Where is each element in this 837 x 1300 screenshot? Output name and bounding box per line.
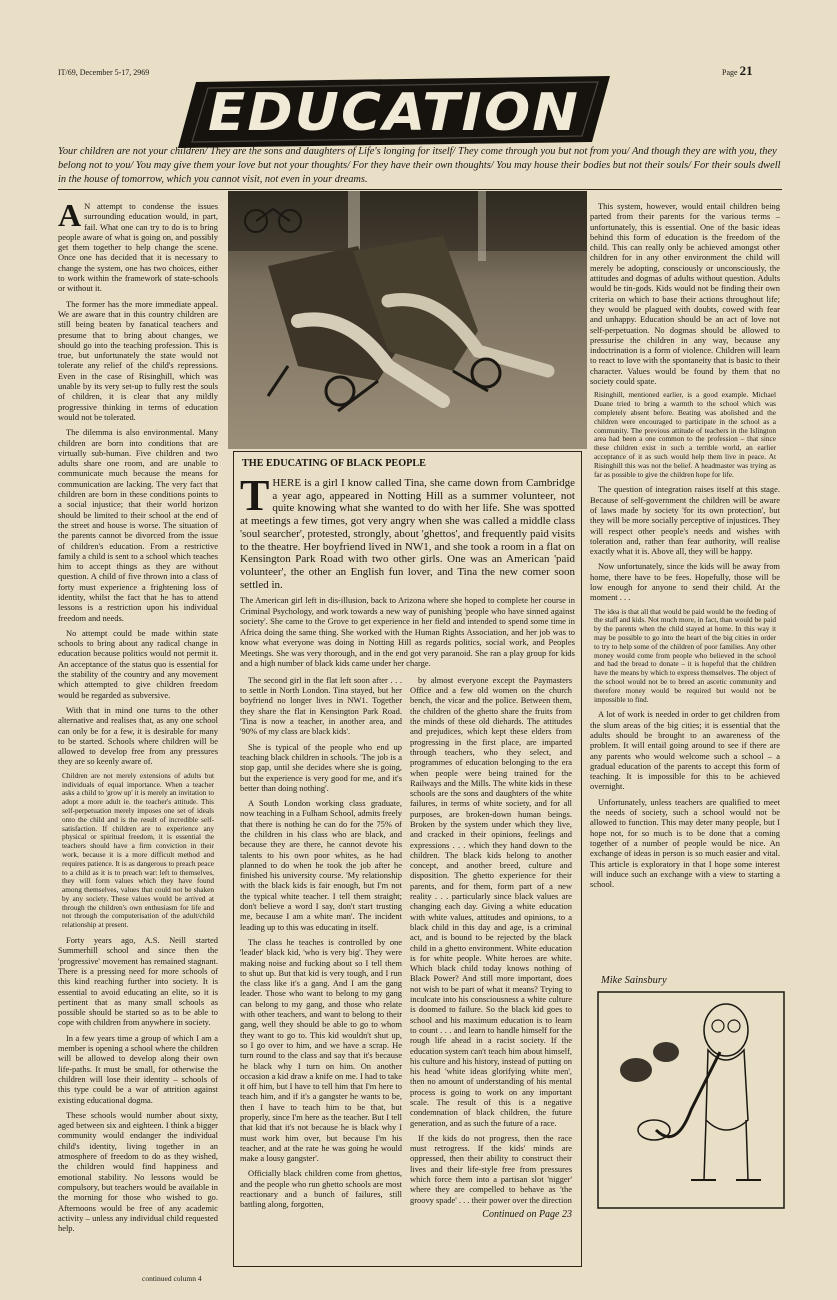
black-people-article-box xyxy=(233,451,582,1267)
box-left-3: The class he teaches is controlled by one 'leader' black kid, 'who is very big'. They were making noise and fucking about so I tell them to shut up. But that kid is very tough, and I run the class like it's a gang. And I am the gang leader. Those who want to belong to my gang can belong to my gang, and those who relate with other teachers, and want to belong to their gang, well they should be able to go to whom they want to go to. This kid wouldn't shut up, so I go over to him, and we have a scrap. He turn round to the class and say that it's because he black why I turn on him. On another occasion a kid draw a knife on me. I had to take it off him, but I have to tell him that I'm here to teach him, and if it's a gangster he wants to be, then I have to teach him to be that, but properly, since I'm here as the teacher. But I tell that kid that it's not because he is black why I must work him over, but because I'm his teacher, and at the rate he was going he would make a lousy gangster'. xyxy=(240,936,402,1164)
c3-para-0: This system, however, would entail children being parted from their parents for the various terms – unfortunately, this is essential. One of the basic ideas behind this form of education is the freedom of the child. This can really only be achieved amongst other children for in any other environment the child will merely be adopting, consciously or unconsciously, the attitudes and dogmas of adults without question. Adults would be tin-gods. Kids would not be finding their own criteria on which to base their actions throughout life; they would be plagued with doubts, cowed with fear and unhappy. Education should be an act of love not self-perpetuation. No dogmas should be allowed to pressurise the children in any way, because any indoctrination is a form of violence. Children will learn to react to love with the spontaneity that is basic to their character. Values would be found by them that no society could spate. xyxy=(590,201,780,387)
box-left-0: The second girl in the flat left soon after . . . to settle in North London. Tina stayed, but her boyfriend no longer lives in NW1. Together they share the flat in Kensington Park Road. 'Tina is now a teacher, in another area, and '90% of my class are black kids'. xyxy=(240,674,402,737)
column-one xyxy=(58,201,218,1286)
box-intro: The American girl left in dis-illusion, back to Arizona where she hoped to complete her course in Criminal Psychology, and work towards a new way of punishing 'people who have sinned against society'. She came to the Grove to get experience in her field and intended to spend some time in Africa doing the same thing. She worked with the Human Rights Association, and her job was to know what everyone was doing in Notting Hill as regards politics, social work, and Peoples Meetings. She was very thorough, and in the end got very paranoid. She ran a play group for kids and a high number of black kids came under her charge. xyxy=(240,595,575,669)
column-three xyxy=(590,201,780,1101)
c3-note-1: Risinghill, mentioned earlier, is a good example. Michael Duane tried to bring a warmth to the school which was completely absent before. Beating was abolished and the children were encouraged to participate in the school as a community. The previous attitude of teachers in the Islington area had been a one common to the profession – that since these children exist in such a terrible world, an earlier acceptance of it as such would help them live in peace. At Risinghill this was not the belief. A headmaster was trying as far as possible to give the children hope for life. xyxy=(594,390,776,479)
c1-note: Children are not merely extensions of adults but individuals of equal importance. When a teacher asks a child to 'grow up' it is merely an invitation to adopt a more adult ie. the teacher's attitude. This self-perpetuation merely imposes one set of ideals onto the child and is the result of incredible self-satisfaction. If children are to experience any physical or spiritual freedom, it is essential the teachers should have a firm conviction in their work, because it is a more difficult method and requires patience. It is as dangerous to preach peace to a child as it is to preach war: left to themselves, they will form values which they have found among themselves, values that could not be shaken by any society. These values would be arrived at through the children's own enthusiasm for life and not through the computerisation of the adult/child relationship at present. xyxy=(62,770,214,930)
box-lead-text: HERE is a girl I know called Tina, she came down from Cambridge a year ago, appeared in Notting Hill as a summer volunteer, not quite knowing what she wanted to do with her life. She was spotted at meetings a few times, got very angry when she was called a middle class 'soul searcher', protested, strongly, about 'ghettos', and frequently paid visits to the theatre. Her boyfriend lived in NW1, and she took a room in a flat on Kensington Park Road with two other girls. One was an American 'paid volunteer', the other an English fun lover, and Tina the new comer soon settled in. xyxy=(240,477,575,591)
c1-para-6: In a few years time a group of which I am a member is opening a school where the children will be allowed to develop along their own life-paths. It must be small, for otherwise the children will lose their identity – schools of this type could be a war of attrition against existing educational dogma. xyxy=(58,1032,218,1105)
box-left-4: Officially black children come from ghettos, and the people who run ghetto schools are most reactionary and a bunch of failures, still battling along, forgotten, xyxy=(240,1168,402,1210)
c1-para-7: These schools would number about sixty, aged between six and eighteen. I think a bigger community would endanger the individual child's identity, living together in an atmosphere of freedom to do as they wished, the children would find happiness and emotional stability. No lessons would be compulsory, but teachers would be available in the morning for those who wished to go. Afternoons would be free of any academic activity – unless any individual child requested help. xyxy=(58,1109,218,1234)
page-number-value: 21 xyxy=(739,63,753,78)
box-title: THE EDUCATING OF BLACK PEOPLE xyxy=(242,458,426,469)
c1-para-2: The dilemma is also environmental. Many children are born into conditions that are virtually sub-human. Five children and two adults share one room, and are unable to communicate much because the means for communication are lacking. The very fact that children are born in these conditions points to a social injustice; that their world horizon should be limited to their school at the end of the street and house is worse. The situation of the parents cannot be divorced from the issue of children's education. From a restrictive family a child is sent to a school which teaches him to accept things as they are without question. A child of five thrown into a class of forty must experience a frightening loss of identity, whilst the fact that he has to attend lessons is a restriction upon his individual freedom and needs. xyxy=(58,427,218,623)
author-signature: Mike Sainsbury xyxy=(601,975,667,986)
box-dropcap: T xyxy=(240,471,270,520)
c1-para-0 xyxy=(58,201,218,294)
c3-para-1: The question of integration raises itself at this stage. Because of self-government the children will be aware of laws made by society 'for its own protection', but they will be more socially perceptive of injustices. They will respect other people's needs and wishes with toleration and, rather than fear authority, will realise exactly what it is. Above all, they will be happy. xyxy=(590,484,780,557)
c3-para-3: A lot of work is needed in order to get children from the slum areas of the big cities; it is essential that the adults should be brought to an awareness of the problem. It will entail going around to see if there are any parents who would welcome such a school – a gradual education of the parents to accept this form of teaching. It is impossible for this to be achieved overnight. xyxy=(590,709,780,792)
c1-para-3: No attempt could be made within state schools to bring about any radical change in education because politics would not permit it. An acceptance of the status quo is essential for the stability of the country and any movement which attempted to give children freedom would be regarded as subversive. xyxy=(58,627,218,700)
continued-column-4: continued column 4 xyxy=(142,1274,202,1283)
page-label: Page xyxy=(722,68,738,77)
photo-children-in-wheelbarrows xyxy=(228,191,587,449)
c1-text-0: N attempt to condense the issues surrounding education would, in part, fail. What one can try to do is to bring people aware of what is going on, and possibly get them together to help change the scene. Once one has decided that it is necessary to change the system, one has two choices, either to work within the framework of state-schools or without it. xyxy=(58,201,218,294)
box-right-column xyxy=(410,675,572,1220)
issue-line: IT/69, December 5-17, 2969 xyxy=(58,68,150,77)
box-right-0: by almost everyone except the Paymasters Office and a few old women on the church bench, the vicar and the police. Between them, the children of the ghetto share the fruits from the minds of these old diehards. The attitudes and prejudices, which kept these elders from progressing in the first place, are imparted through teachers, who they select, and programmes of education belonging to the era when people were being trained for the Railways and the Mills. The white kids in these schools are the sons and daughters of the white failures, in terms of white society, and for all purposes, are broken-down human beings. Broken by the system under which they live, and cracked in their opinions, feelings and expressions . . . which they hand down to the children. The black kids belong to another concept, and another breed, culture and disposition. The ghetto experience for their parents, and for them, form part of a new reality . . . particularly since black values are changing each day. Giving a white education with white values, attitudes and opinions, to a black child in this day and age, is a criminal act, and is bound to be rejected by the black child in a ghetto environment. White education is for white people. White heroes are white. Which black child today knows nothing of Black Power? And still more important, does not wish to be part of what it means? Trying to inculcate into his consciousness a white culture is doomed to failure. So the black kid goes to school and his maximum education is to learn to count . . . and learn to handle himself for the rough life ahead in a racist society. If the education system can't teach him about himself, his culture and his history, instead of putting on his head 'white ideas glorifying white men', then no amount of understanding of his mental process is going to work on any important scale. The result of this is a negative condemnation of black children, the future generation, and as such the future of a race. xyxy=(410,674,572,1128)
box-right-1: If the kids do not progress, then the race must retrogress. If the kids' minds are oppressed, then their ability to construct their lives and their life-style free from pressures which force them into a partisan slot 'nigger' where they are compelled to behave as 'the groovy spade' . . . their power over the direction xyxy=(410,1132,572,1205)
box-left-column xyxy=(240,675,402,1220)
page-number xyxy=(722,63,753,79)
c3-para-2: Now unfortunately, since the kids will be away from home, there have to be fees. Hopefully, those will be low enough for anyone to send their child. At the moment . . . xyxy=(590,561,780,603)
box-left-1: She is typical of the people who end up teaching black children in schools. 'The job is a stop gap, until she decides where she is going, but the experience is very good for me, and it's better than doing nothing'. xyxy=(240,741,402,793)
c3-note-2: The idea is that all that would be paid would be the feeding of the staff and kids. Not much more, in fact, than would be paid by the parents when the child stayed at home. In this way it may be possible to go into the heart of the big cities in order to try to help some of the children of poor families. Any other money would come from people who believed in the school and had the bread to donate – it is hopeful that the children have the means by which to express themselves. The object of the school would not be to breed an ascetic community and therefore money would be required but would not be impossible to find. xyxy=(594,606,776,704)
continued-on-page-23: Continued on Page 23 xyxy=(482,1208,572,1220)
c1-dropcap: A xyxy=(58,201,82,233)
header-rule xyxy=(58,189,782,190)
c3-para-4: Unfortunately, unless teachers are qualified to meet the needs of society, such a school would not be allowed to function. This may deter many people, but I hope not, for so much is to be done that a coming together of a number of people would be nice. An exchange of ideas in person is so much easier and vital. This article is exploratory in that I hope some interest will induce such an exchange with a view to starting a school. xyxy=(590,796,780,890)
education-masthead xyxy=(178,76,610,148)
saxophone-player-cartoon xyxy=(596,990,786,1210)
masthead-text: EDUCATION xyxy=(208,83,580,143)
c1-para-1: The former has the more immediate appeal. We are aware that in this country children are still being beaten by fanatical teachers and presume that to bring about changes, we should go into the teaching profession. This is true, but unfortunately the state would not tolerate any relief of the child's repressions. Even in the case of Risinghill, which was unable by its very set-up to fully rest the souls of children, it is clear that any mildly progressive thinking in terms of education would not be tolerated. xyxy=(58,298,218,422)
c1-para-5: Forty years ago, A.S. Neill started Summerhill school and since then the 'progressive' movement has remained stagnant. There is a pressing need for more schools of this kind reaching further into society. It is essential to avoid educating an elite, so it is pertinent that as many small schools as possible should be started so as to be able to cope with children from anywhere in society. xyxy=(58,935,218,1028)
epigraph: Your children are not your children/ They are the sons and daughters of Life's longing for itself/ They come through you but not from you/ And though they are with you, they belong not to you/ You may give them your love but not your thoughts/ For they have their own thoughts/ You may house their bodies but not their souls/ For their souls dwell in the house of tomorrow, which you cannot visit, not even in your dreams. xyxy=(58,146,781,185)
c1-para-4: With that in mind one turns to the other alternative and realises that, as any one school can only be for a few, it is desirable for many to be started. Schools where children will be allowed to develop free from any pressures they are so keenly aware of. xyxy=(58,704,218,767)
box-lead xyxy=(240,471,575,591)
box-left-2: A South London working class graduate, now teaching in a Fulham School, admits freely that there is nothing he can do for the 75% of the children in his class who are black, and because they are there, he cannot devote his talents to his own poor whites, as he had planned to do when he took the job after he finished his university course. 'My relationship with the black kids is fair enough, but I'm not the typical white teacher. I tell them straight; don't believe a word I say, don't start trusting me, because I am a white man'. The incident leading up to this was educating in itself. xyxy=(240,798,402,932)
